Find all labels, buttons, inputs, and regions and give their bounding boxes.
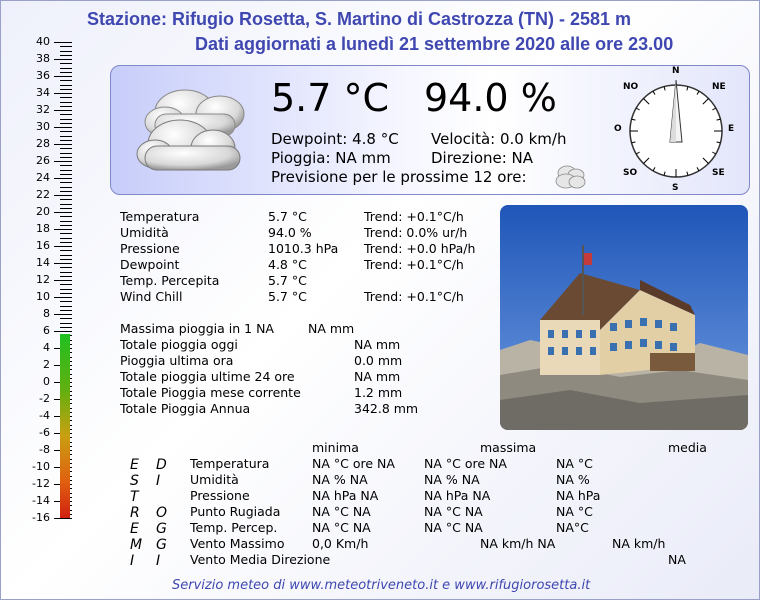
detail-value: 5.7 °C — [268, 289, 307, 304]
current-temperature: 5.7 °C — [271, 76, 390, 120]
scale-tick-major — [54, 178, 72, 179]
rain-value: NA mm — [354, 369, 401, 384]
extreme-avg: NA °C — [556, 504, 593, 519]
scale-label: 34 — [36, 86, 50, 99]
scale-label: 36 — [36, 69, 50, 82]
detail-trend: Trend: +0.1°C/h — [364, 289, 464, 304]
extreme-avg: NA °C — [556, 456, 593, 471]
di-oggi-letter: D — [156, 457, 167, 473]
scale-label: -2 — [39, 392, 50, 405]
scale-tick-minor — [60, 102, 72, 103]
estremi-letter: E — [130, 521, 139, 537]
scale-tick-minor — [60, 221, 72, 222]
scale-tick-major — [54, 195, 72, 196]
extreme-label: Pressione — [190, 488, 250, 503]
extreme-max: NA °C NA — [424, 504, 483, 519]
extreme-avg: NA km/h — [612, 536, 666, 551]
cloud-icon — [125, 74, 255, 184]
scale-tick-minor — [60, 68, 72, 69]
detail-trend: Trend: +0.1°C/h — [364, 257, 464, 272]
scale-tick-minor — [60, 85, 72, 86]
scale-tick-minor — [60, 293, 72, 294]
extreme-label: Vento Media Direzione — [190, 552, 331, 567]
scale-tick-major — [54, 93, 72, 94]
rain-value: NA mm — [308, 321, 355, 336]
extreme-avg: NA°C — [556, 520, 589, 535]
estremi-letter: R — [130, 505, 140, 521]
detail-label: Temp. Percepita — [120, 273, 220, 288]
di-oggi-letter: I — [156, 553, 161, 569]
scale-tick-minor — [60, 301, 72, 302]
thermometer-fill — [60, 334, 70, 518]
scale-tick-minor — [60, 182, 72, 183]
scale-tick-minor — [60, 233, 72, 234]
scale-label: -10 — [32, 460, 50, 473]
compass-s: S — [672, 183, 679, 193]
extreme-max: NA % NA — [424, 472, 480, 487]
scale-tick-minor — [60, 148, 72, 149]
rain-label: Totale pioggia oggi — [120, 337, 238, 352]
scale-tick-minor — [60, 80, 72, 81]
rain-value: NA mm — [354, 337, 401, 352]
footer-credits[interactable]: Servizio meteo di www.meteotriveneto.it e www.rifugiorosetta.it — [172, 578, 591, 593]
scale-tick-minor — [60, 140, 72, 141]
scale-label: 12 — [36, 273, 50, 286]
scale-label: 0 — [43, 375, 50, 388]
scale-tick-minor — [60, 191, 72, 192]
scale-label: 10 — [36, 290, 50, 303]
compass-e: E — [728, 124, 735, 134]
extreme-label: Temperatura — [190, 456, 270, 471]
detail-trend: Trend: +0.0 hPa/h — [364, 241, 476, 256]
scale-tick-minor — [60, 306, 72, 307]
extreme-min: 0,0 Km/h — [312, 536, 369, 551]
scale-tick-major — [54, 76, 72, 77]
current-conditions-panel — [110, 65, 750, 195]
scale-tick-major — [54, 518, 72, 519]
scale-tick-minor — [60, 131, 72, 132]
extreme-min: NA °C NA — [312, 504, 371, 519]
scale-tick-minor — [60, 114, 72, 115]
detail-label: Dewpoint — [120, 257, 180, 272]
rain-label: Massima pioggia in 1 NA — [120, 321, 274, 336]
scale-tick-minor — [60, 136, 72, 137]
scale-label: 26 — [36, 154, 50, 167]
scale-tick-major — [54, 42, 72, 43]
detail-label: Temperatura — [120, 209, 200, 224]
extreme-avg: NA hPa — [556, 488, 601, 503]
scale-tick-minor — [60, 327, 72, 328]
header-max: massima — [480, 440, 537, 455]
extreme-min: NA °C ore NA — [312, 456, 395, 471]
scale-label: 38 — [36, 52, 50, 65]
rain-value: 342.8 mm — [354, 401, 419, 416]
scale-tick-minor — [60, 153, 72, 154]
scale-tick-major — [54, 229, 72, 230]
extreme-label: Vento Massimo — [190, 536, 285, 551]
current-humidity: 94.0 % — [424, 76, 557, 120]
extreme-max: NA °C ore NA — [424, 456, 507, 471]
scale-tick-minor — [60, 272, 72, 273]
scale-tick-minor — [60, 157, 72, 158]
header-avg: media — [668, 440, 707, 455]
compass-so: SO — [623, 168, 638, 178]
rain-label: Totale pioggia ultime 24 ore — [120, 369, 295, 384]
scale-label: -8 — [39, 443, 50, 456]
estremi-letter: E — [130, 457, 139, 473]
scale-tick-minor — [60, 267, 72, 268]
compass-no: NO — [623, 82, 639, 92]
current-rain: Pioggia: NA mm — [271, 149, 391, 167]
scale-tick-major — [54, 314, 72, 315]
scale-tick-minor — [60, 72, 72, 73]
scale-tick-major — [54, 110, 72, 111]
scale-label: 22 — [36, 188, 50, 201]
scale-tick-minor — [60, 89, 72, 90]
compass-se: SE — [712, 168, 725, 178]
scale-label: 14 — [36, 256, 50, 269]
scale-label: 2 — [43, 358, 50, 371]
scale-tick-minor — [60, 225, 72, 226]
scale-tick-minor — [60, 255, 72, 256]
extreme-label: Umidità — [190, 472, 239, 487]
scale-tick-minor — [60, 216, 72, 217]
scale-tick-minor — [60, 208, 72, 209]
current-wind-speed: Velocità: 0.0 km/h — [431, 130, 567, 148]
forecast-label: Previsione per le prossime 12 ore: — [271, 168, 527, 186]
scale-tick-major — [54, 246, 72, 247]
extreme-avg: NA — [668, 552, 686, 567]
extreme-max: NA km/h NA — [480, 536, 556, 551]
detail-trend: Trend: +0.1°C/h — [364, 209, 464, 224]
scale-label: 24 — [36, 171, 50, 184]
scale-label: 28 — [36, 137, 50, 150]
scale-label: -6 — [39, 426, 50, 439]
scale-tick-minor — [60, 204, 72, 205]
scale-label: -16 — [32, 511, 50, 524]
detail-value: 5.7 °C — [268, 209, 307, 224]
estremi-letter: S — [130, 473, 139, 489]
forecast-cloud-icon — [553, 163, 587, 189]
scale-label: 20 — [36, 205, 50, 218]
extreme-max: NA °C NA — [424, 520, 483, 535]
rain-label: Pioggia ultima ora — [120, 353, 234, 368]
scale-label: 16 — [36, 239, 50, 252]
scale-tick-minor — [60, 250, 72, 251]
di-oggi-letter: I — [156, 473, 161, 489]
scale-tick-minor — [60, 318, 72, 319]
compass-n: N — [672, 66, 680, 76]
scale-tick-major — [54, 144, 72, 145]
scale-tick-minor — [60, 123, 72, 124]
scale-tick-minor — [60, 276, 72, 277]
rain-value: 1.2 mm — [354, 385, 403, 400]
scale-tick-minor — [60, 46, 72, 47]
extreme-label: Temp. Percep. — [190, 520, 278, 535]
scale-tick-major — [54, 127, 72, 128]
extreme-min: NA hPa NA — [312, 488, 379, 503]
detail-value: 94.0 % — [268, 225, 312, 240]
scale-tick-minor — [60, 242, 72, 243]
scale-tick-minor — [60, 187, 72, 188]
rain-label: Totale Pioggia mese corrente — [120, 385, 301, 400]
scale-tick-minor — [60, 174, 72, 175]
rain-label: Totale Pioggia Annua — [120, 401, 251, 416]
rain-value: 0.0 mm — [354, 353, 403, 368]
detail-value: 5.7 °C — [268, 273, 307, 288]
scale-tick-minor — [60, 63, 72, 64]
extreme-min: NA °C NA — [312, 520, 371, 535]
scale-tick-minor — [60, 106, 72, 107]
di-oggi-letter: G — [156, 521, 167, 537]
refuge-photo — [500, 205, 748, 430]
detail-label: Umidità — [120, 225, 169, 240]
estremi-letter: T — [130, 489, 139, 505]
scale-tick-minor — [60, 310, 72, 311]
scale-tick-minor — [60, 284, 72, 285]
scale-tick-minor — [60, 55, 72, 56]
scale-tick-minor — [60, 51, 72, 52]
estremi-letter: M — [130, 537, 143, 553]
scale-label: 18 — [36, 222, 50, 235]
scale-label: 6 — [43, 324, 50, 337]
scale-label: 32 — [36, 103, 50, 116]
scale-tick-minor — [60, 165, 72, 166]
extreme-max: NA hPa NA — [424, 488, 491, 503]
detail-trend: Trend: 0.0% ur/h — [364, 225, 468, 240]
update-subtitle: Dati aggiornati a lunedì 21 settembre 2020 alle ore 23.00 — [195, 34, 674, 54]
station-title: Stazione: Rifugio Rosetta, S. Martino di Castrozza (TN) - 2581 m — [87, 9, 632, 29]
scale-tick-minor — [60, 289, 72, 290]
scale-tick-minor — [60, 199, 72, 200]
scale-label: -12 — [32, 477, 50, 490]
scale-tick-major — [54, 280, 72, 281]
scale-tick-minor — [60, 97, 72, 98]
scale-tick-minor — [60, 323, 72, 324]
detail-label: Wind Chill — [120, 289, 183, 304]
scale-label: 8 — [43, 307, 50, 320]
compass-o: O — [614, 124, 622, 134]
scale-label: 30 — [36, 120, 50, 133]
current-wind-direction: Direzione: NA — [431, 149, 534, 167]
scale-label: -4 — [39, 409, 50, 422]
scale-tick-minor — [60, 259, 72, 260]
scale-tick-major — [54, 331, 72, 332]
extreme-min: NA % NA — [312, 472, 368, 487]
extreme-avg: NA % — [556, 472, 590, 487]
scale-tick-major — [54, 297, 72, 298]
scale-tick-minor — [60, 238, 72, 239]
di-oggi-letter: O — [156, 505, 168, 521]
compass-ne: NE — [712, 82, 726, 92]
di-oggi-letter: G — [156, 537, 167, 553]
detail-value: 1010.3 hPa — [268, 241, 339, 256]
scale-label: 4 — [43, 341, 50, 354]
estremi-letter: I — [130, 553, 135, 569]
scale-label: -14 — [32, 494, 50, 507]
detail-label: Pressione — [120, 241, 180, 256]
detail-value: 4.8 °C — [268, 257, 307, 272]
scale-tick-major — [54, 59, 72, 60]
scale-tick-minor — [60, 119, 72, 120]
scale-label: 40 — [36, 35, 50, 48]
current-dewpoint: Dewpoint: 4.8 °C — [271, 130, 399, 148]
scale-tick-major — [54, 161, 72, 162]
extreme-label: Punto Rugiada — [190, 504, 281, 519]
scale-tick-minor — [60, 170, 72, 171]
header-min: minima — [312, 440, 359, 455]
scale-tick-major — [54, 212, 72, 213]
scale-tick-major — [54, 263, 72, 264]
